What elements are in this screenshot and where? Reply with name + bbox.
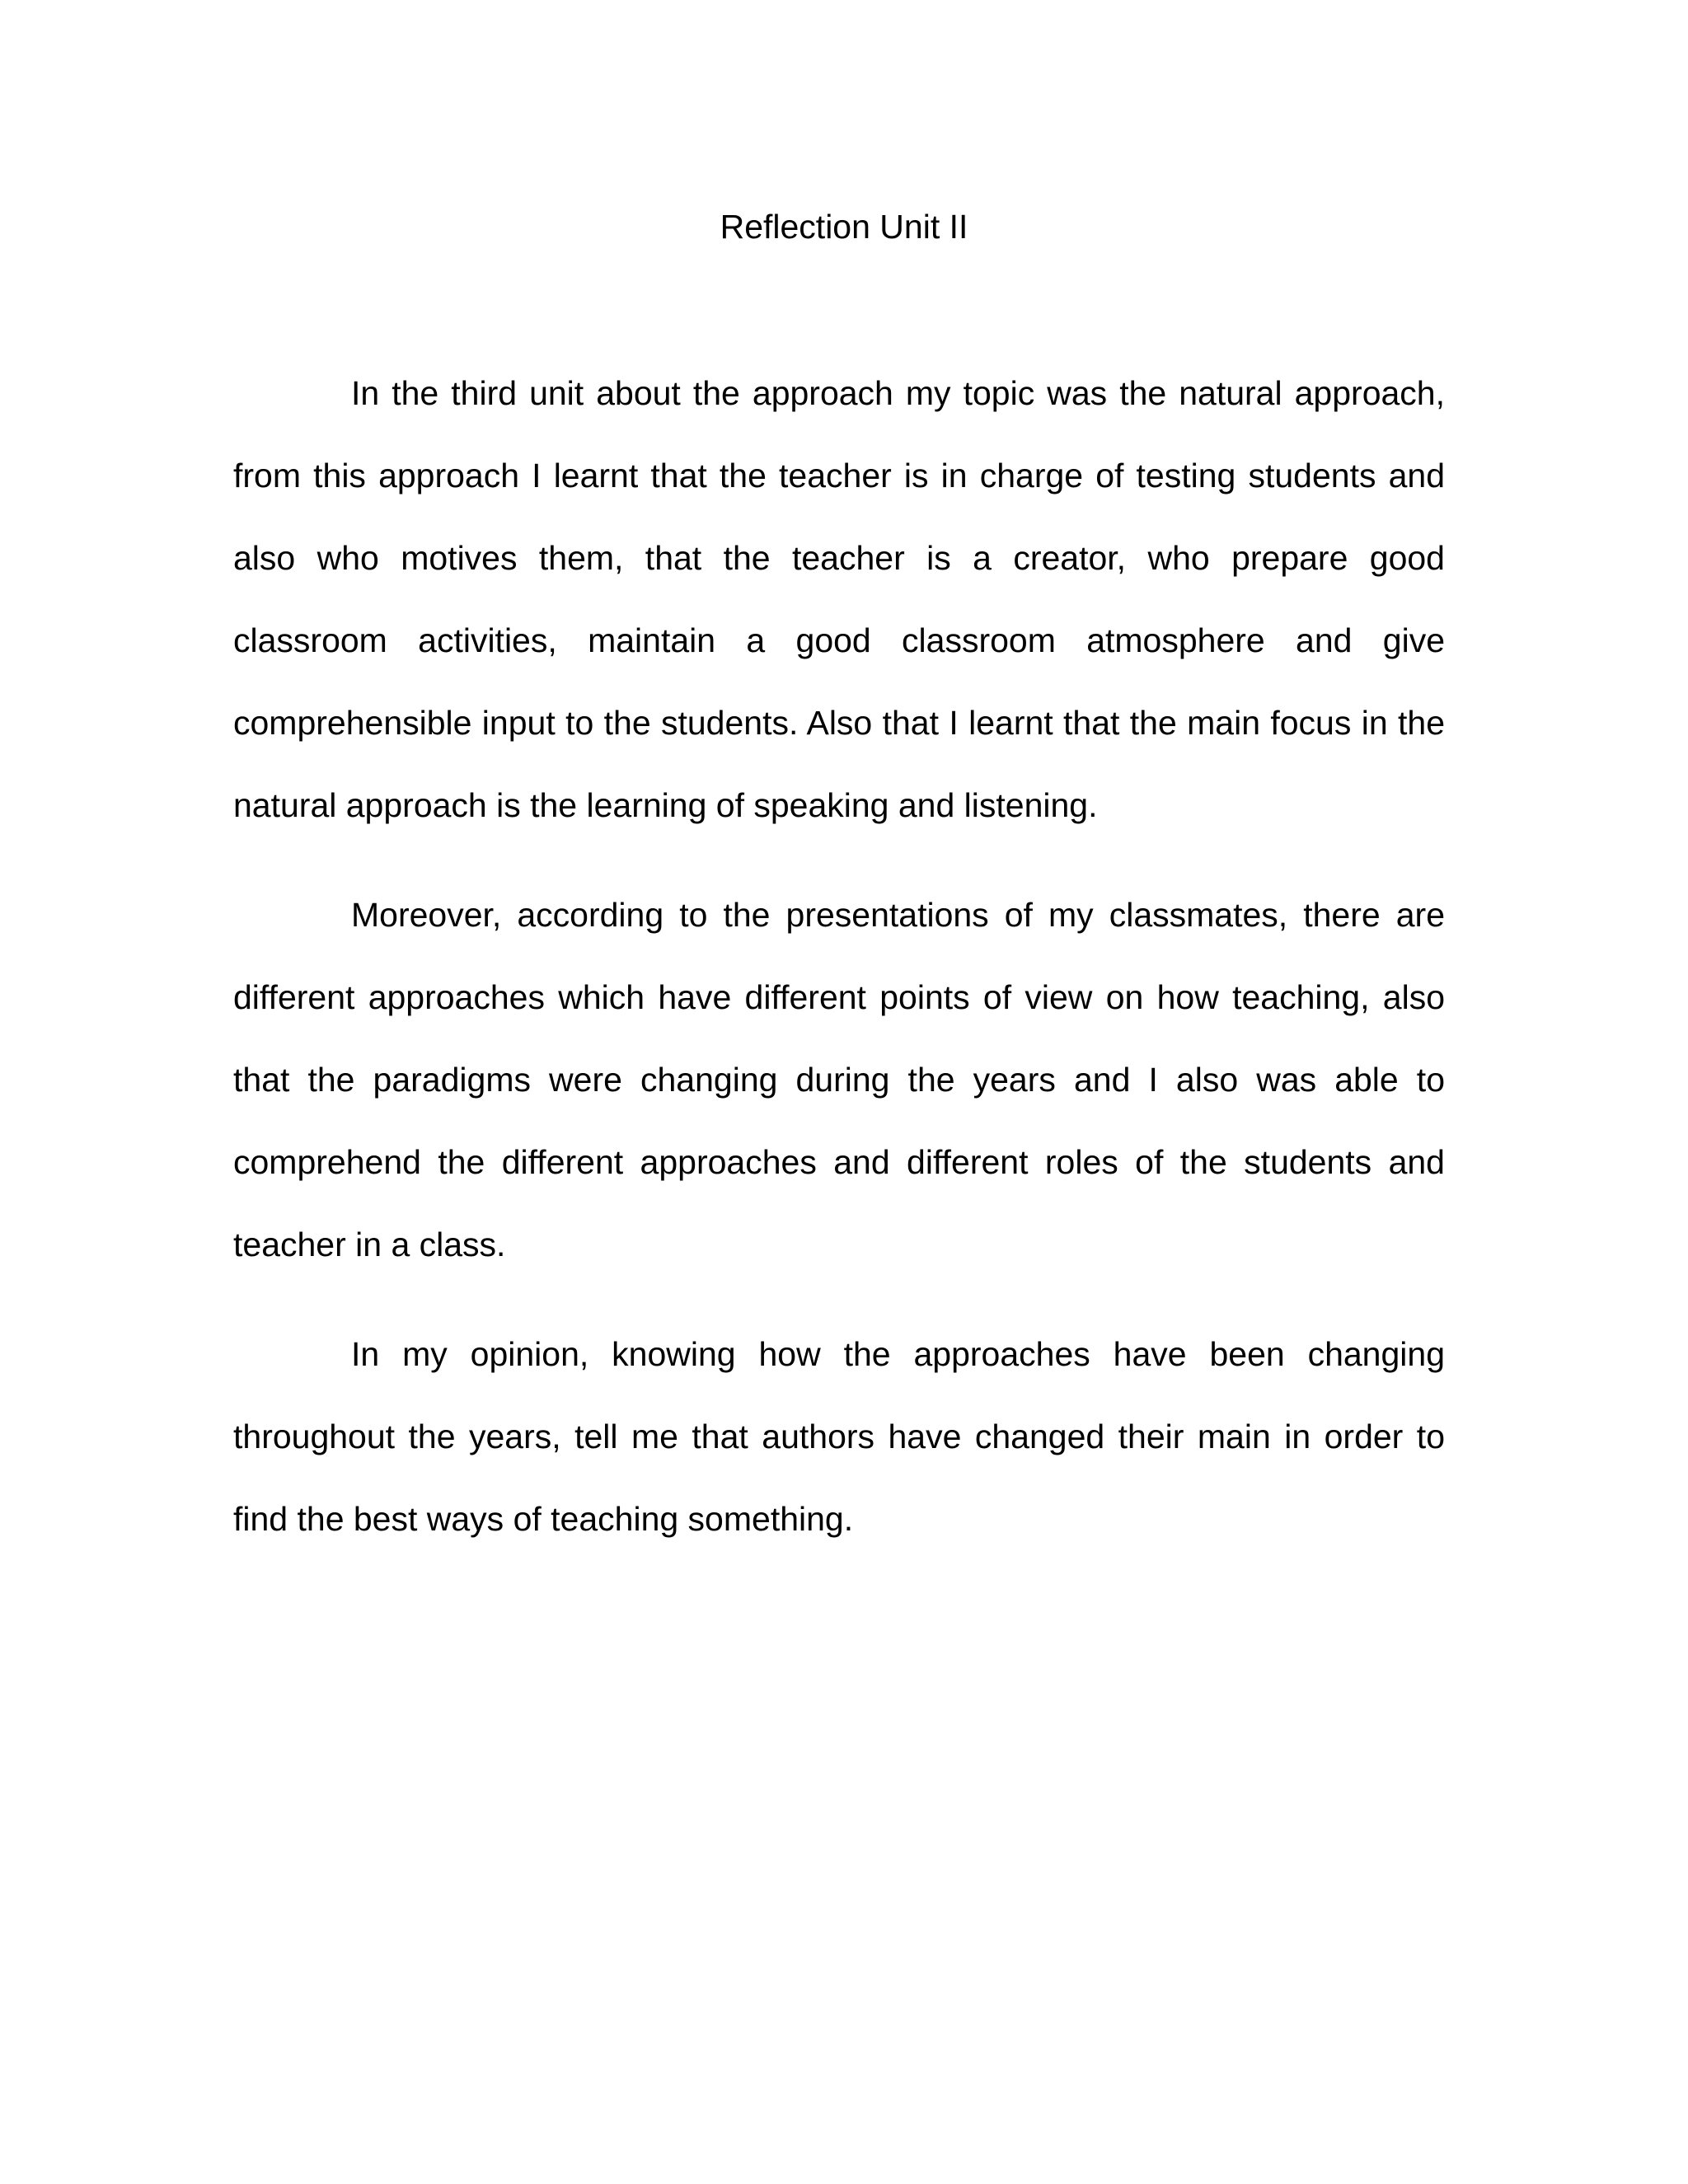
paragraph-2: Moreover, according to the presentations of my classmates, there are different approaches which have different points of view on how teaching, also that the paradigms were changing during the years and I also was able to comprehend the different approaches and different roles of the students and teacher in a class.	[233, 896, 1445, 1263]
paragraph-3: In my opinion, knowing how the approaches have been changing throughout the years, tell me that authors have changed their main in order to find the best ways of teaching something.	[233, 1335, 1445, 1538]
document-title: Reflection Unit II	[720, 208, 968, 246]
document-body	[233, 352, 1445, 1587]
paragraph-1: In the third unit about the approach my topic was the natural approach, from this approach I learnt that the teacher is in charge of testing students and also who motives them, that the teacher is a creator, who prepare good classroom activities, maintain a good classroom atmosphere and give comprehensible input to the students. Also that I learnt that the main focus in the natural approach is the learning of speaking and listening.	[233, 374, 1445, 824]
